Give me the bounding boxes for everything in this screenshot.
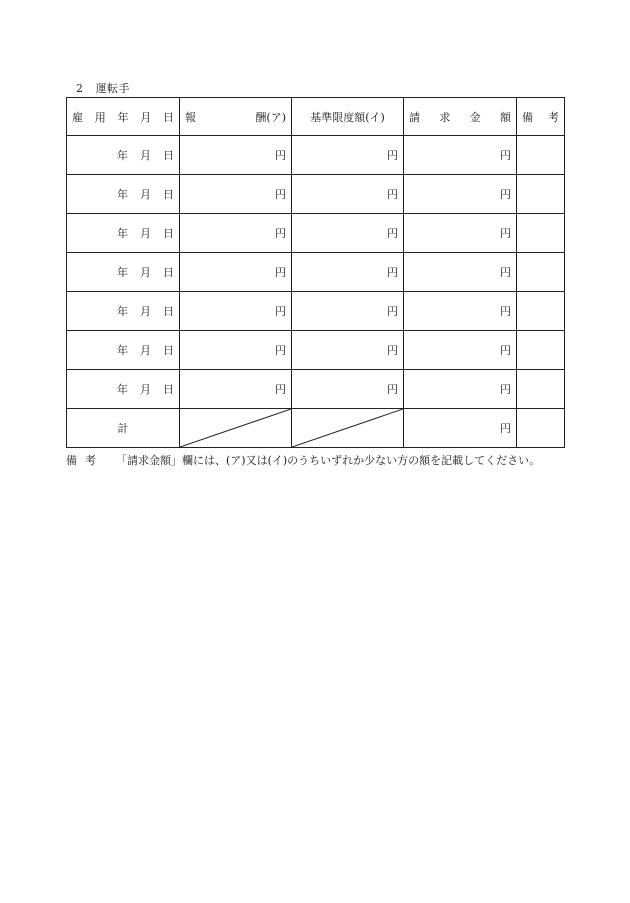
note-text: 「請求金額」欄には、(ア)又は(イ)のうちいずれか少ない方の額を記載してください。 (116, 454, 541, 467)
header-claim-amount: 請 求 金 額 (404, 98, 517, 136)
note-label: 備考 (66, 454, 104, 467)
table-row (67, 292, 565, 331)
month-label: 月 (140, 344, 151, 357)
claim-amount-cell[interactable]: 円 (404, 370, 517, 409)
table-row (67, 370, 565, 409)
pay-cell[interactable]: 円 (180, 370, 292, 409)
day-label: 日 (163, 305, 174, 318)
table-row (67, 331, 565, 370)
year-label: 年 (117, 305, 128, 318)
claim-amount-cell[interactable]: 円 (404, 253, 517, 292)
pay-cell[interactable]: 円 (180, 136, 292, 175)
hire-date-cell[interactable] (67, 175, 180, 214)
section-title: 運転手 (95, 82, 130, 95)
remarks-cell[interactable] (517, 331, 565, 370)
remarks-cell[interactable] (517, 214, 565, 253)
hire-date-cell[interactable] (67, 292, 180, 331)
standard-limit-cell[interactable]: 円 (292, 331, 404, 370)
claim-amount-cell[interactable]: 円 (404, 331, 517, 370)
remarks-cell[interactable] (517, 253, 565, 292)
total-label: 計 (67, 409, 180, 448)
standard-limit-cell[interactable]: 円 (292, 253, 404, 292)
year-label: 年 (117, 227, 128, 240)
year-label: 年 (117, 344, 128, 357)
standard-limit-cell[interactable]: 円 (292, 292, 404, 331)
total-row (67, 409, 565, 448)
total-remarks[interactable] (517, 409, 565, 448)
hire-date-cell[interactable] (67, 214, 180, 253)
section-number: 2 (76, 82, 84, 95)
hire-date-cell[interactable] (67, 136, 180, 175)
standard-limit-cell[interactable]: 円 (292, 370, 404, 409)
header-hire-date: 雇 用 年 月 日 (67, 98, 180, 136)
month-label: 月 (140, 227, 151, 240)
table-row (67, 175, 565, 214)
claim-amount-cell[interactable]: 円 (404, 214, 517, 253)
remarks-cell[interactable] (517, 175, 565, 214)
claim-amount-cell[interactable]: 円 (404, 136, 517, 175)
total-limit-blank (292, 409, 404, 448)
day-label: 日 (163, 149, 174, 162)
month-label: 月 (140, 383, 151, 396)
month-label: 月 (140, 188, 151, 201)
diagonal-strike (292, 409, 403, 447)
claim-amount-cell[interactable]: 円 (404, 175, 517, 214)
pay-cell[interactable]: 円 (180, 214, 292, 253)
year-label: 年 (117, 266, 128, 279)
section-heading (76, 80, 130, 96)
note (66, 452, 540, 468)
year-label: 年 (117, 149, 128, 162)
month-label: 月 (140, 305, 151, 318)
month-label: 月 (140, 266, 151, 279)
hire-date-cell[interactable] (67, 331, 180, 370)
header-standard-limit: 基準限度額(イ) (292, 98, 404, 136)
pay-cell[interactable]: 円 (180, 331, 292, 370)
hire-date-cell[interactable] (67, 370, 180, 409)
remarks-cell[interactable] (517, 136, 565, 175)
table-row (67, 136, 565, 175)
header-pay: 報 酬(ア) (180, 98, 292, 136)
pay-cell[interactable]: 円 (180, 253, 292, 292)
standard-limit-cell[interactable]: 円 (292, 136, 404, 175)
day-label: 日 (163, 227, 174, 240)
standard-limit-cell[interactable]: 円 (292, 214, 404, 253)
table-row (67, 253, 565, 292)
total-claim-amount[interactable]: 円 (404, 409, 517, 448)
header-remarks: 備 考 (517, 98, 565, 136)
diagonal-strike (180, 409, 291, 447)
claim-amount-cell[interactable]: 円 (404, 292, 517, 331)
hire-date-cell[interactable] (67, 253, 180, 292)
table-row (67, 214, 565, 253)
month-label: 月 (140, 149, 151, 162)
year-label: 年 (117, 188, 128, 201)
standard-limit-cell[interactable]: 円 (292, 175, 404, 214)
header-row (67, 98, 565, 136)
remarks-cell[interactable] (517, 292, 565, 331)
year-label: 年 (117, 383, 128, 396)
pay-cell[interactable]: 円 (180, 292, 292, 331)
day-label: 日 (163, 383, 174, 396)
remarks-cell[interactable] (517, 370, 565, 409)
day-label: 日 (163, 344, 174, 357)
day-label: 日 (163, 266, 174, 279)
driver-claim-table (66, 97, 565, 448)
pay-cell[interactable]: 円 (180, 175, 292, 214)
total-pay-blank (180, 409, 292, 448)
day-label: 日 (163, 188, 174, 201)
